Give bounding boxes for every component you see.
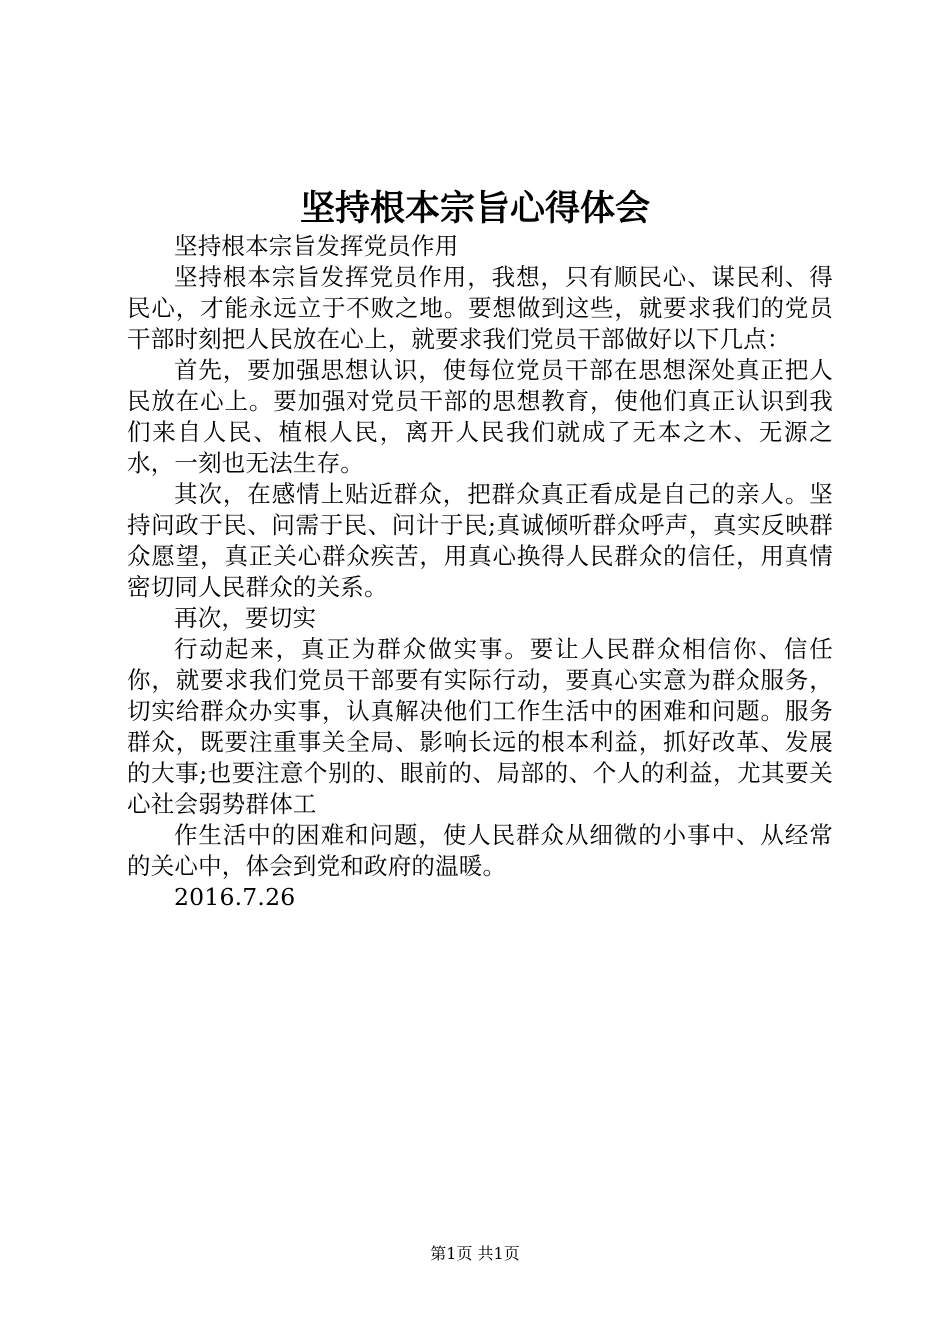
paragraph-third-heading: 再次，要切实 <box>174 604 317 632</box>
paragraph-third-body: 行动起来，真正为群众做实事。要让人民群众相信你、信任你，就要求我们党员干部要有实际行动，要真心实意为群众服务，切实给群众办实事，认真解决他们工作生活中的困难和问题。服务群众，既要注重事关全局、影响长远的根本利益，抓好改革、发展的大事;也要注意个别的、眼前的、局部的、个人的利益，尤其要关心社会弱势群体工 <box>127 635 833 818</box>
document-title: 坚持根本宗旨心得体会 <box>299 188 650 229</box>
page-number-footer: 第1页 共1页 <box>430 1244 520 1263</box>
paragraph-second: 其次，在感情上贴近群众，把群众真正看成是自己的亲人。坚持问政于民、问需于民、问计于民;真诚倾听群众呼声，真实反映群众愿望，真正关心群众疾苦，用真心换得人民群众的信任，用真情密切同人民群众的关系。 <box>127 480 833 601</box>
document-body <box>127 231 833 913</box>
paragraph-first: 首先，要加强思想认识，使每位党员干部在思想深处真正把人民放在心上。要加强对党员干部的思想教育，使他们真正认识到我们来自人民、植根人民，离开人民我们就成了无本之木、无源之水，一刻也无法生存。 <box>127 356 833 477</box>
paragraph-subtitle: 坚持根本宗旨发挥党员作用 <box>174 232 459 260</box>
document-date: 2016.7.26 <box>174 883 296 911</box>
paragraph-intro: 坚持根本宗旨发挥党员作用，我想，只有顺民心、谋民利、得民心，才能永远立于不败之地。要想做到这些，就要求我们的党员干部时刻把人民放在心上，就要求我们党员干部做好以下几点： <box>127 263 833 353</box>
paragraph-third-continued: 作生活中的困难和问题，使人民群众从细微的小事中、从经常的关心中，体会到党和政府的温暖。 <box>127 821 833 880</box>
